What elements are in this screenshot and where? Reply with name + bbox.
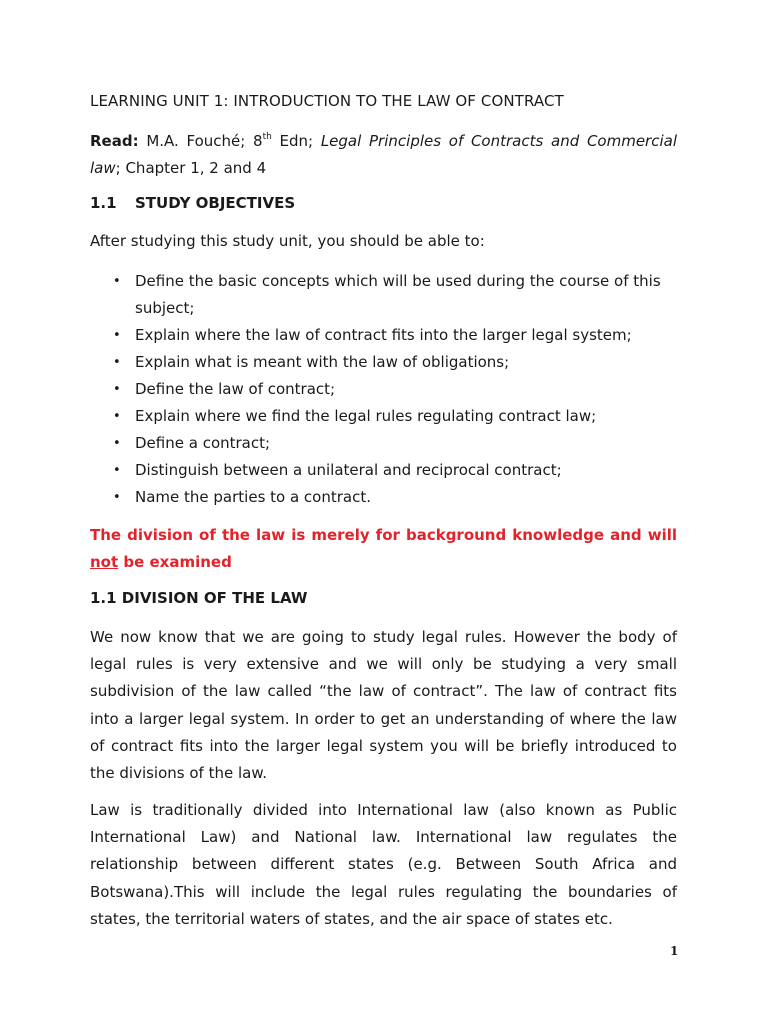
- exam-notice: The division of the law is merely for background knowledge and will not be examined: [90, 526, 677, 571]
- section-heading-objectives: [90, 194, 677, 212]
- bullet-icon: •: [113, 463, 121, 478]
- reading-reference: [90, 128, 677, 182]
- list-item: • Explain what is meant with the law of obligations;: [90, 349, 677, 376]
- list-item: • Explain where the law of contract fits into the larger legal system;: [90, 322, 677, 349]
- body-paragraph: Law is traditionally divided into International law (also known as Public International Law) and National law. International law regulates the relationship between different states (e.g. Between South Africa and Botswana).This will include the legal rules regulating the boundaries of states, the territorial waters of states, and the air space of states etc.: [90, 801, 677, 928]
- read-label: Read:: [90, 132, 139, 150]
- page-number: 1: [670, 944, 679, 958]
- list-item: • Explain where we find the legal rules regulating contract law;: [90, 403, 677, 430]
- edition-superscript: th: [262, 132, 272, 142]
- unit-heading: LEARNING UNIT 1: INTRODUCTION TO THE LAW OF CONTRACT: [90, 92, 564, 110]
- list-item: • Define the basic concepts which will be used during the course of this subject;: [90, 268, 677, 322]
- intro-text: After studying this study unit, you should be able to:: [90, 232, 485, 250]
- bullet-icon: •: [113, 274, 121, 289]
- bullet-icon: •: [113, 436, 121, 451]
- edition-suffix: Edn;: [271, 132, 321, 150]
- book-title: Legal Principles of Contracts and Commercial law: [90, 132, 677, 177]
- list-item: • Name the parties to a contract.: [90, 484, 677, 511]
- section-number: 1.1: [90, 194, 117, 212]
- list-item: • Define the law of contract;: [90, 376, 677, 403]
- bullet-icon: •: [113, 409, 121, 424]
- objectives-list: [90, 268, 677, 511]
- bullet-icon: •: [113, 490, 121, 505]
- list-item: • Define a contract;: [90, 430, 677, 457]
- read-author: M.A. Fouché; 8: [146, 132, 263, 150]
- body-paragraph: We now know that we are going to study legal rules. However the body of legal rules is very extensive and we will only be studying a very small subdivision of the law called “the law of contract”. The law of contract fits into a larger legal system. In order to get an understanding of where the law of contract fits into the larger legal system you will be briefly introduced to the divisions of the law.: [90, 628, 677, 783]
- bullet-icon: •: [113, 328, 121, 343]
- bullet-icon: •: [113, 382, 121, 397]
- notice-underlined-word: not: [90, 553, 119, 571]
- chapters: ; Chapter 1, 2 and 4: [115, 159, 267, 177]
- section-heading-division: 1.1 DIVISION OF THE LAW: [90, 589, 308, 607]
- bullet-icon: •: [113, 355, 121, 370]
- list-item: • Distinguish between a unilateral and reciprocal contract;: [90, 457, 677, 484]
- section-title: STUDY OBJECTIVES: [135, 194, 296, 212]
